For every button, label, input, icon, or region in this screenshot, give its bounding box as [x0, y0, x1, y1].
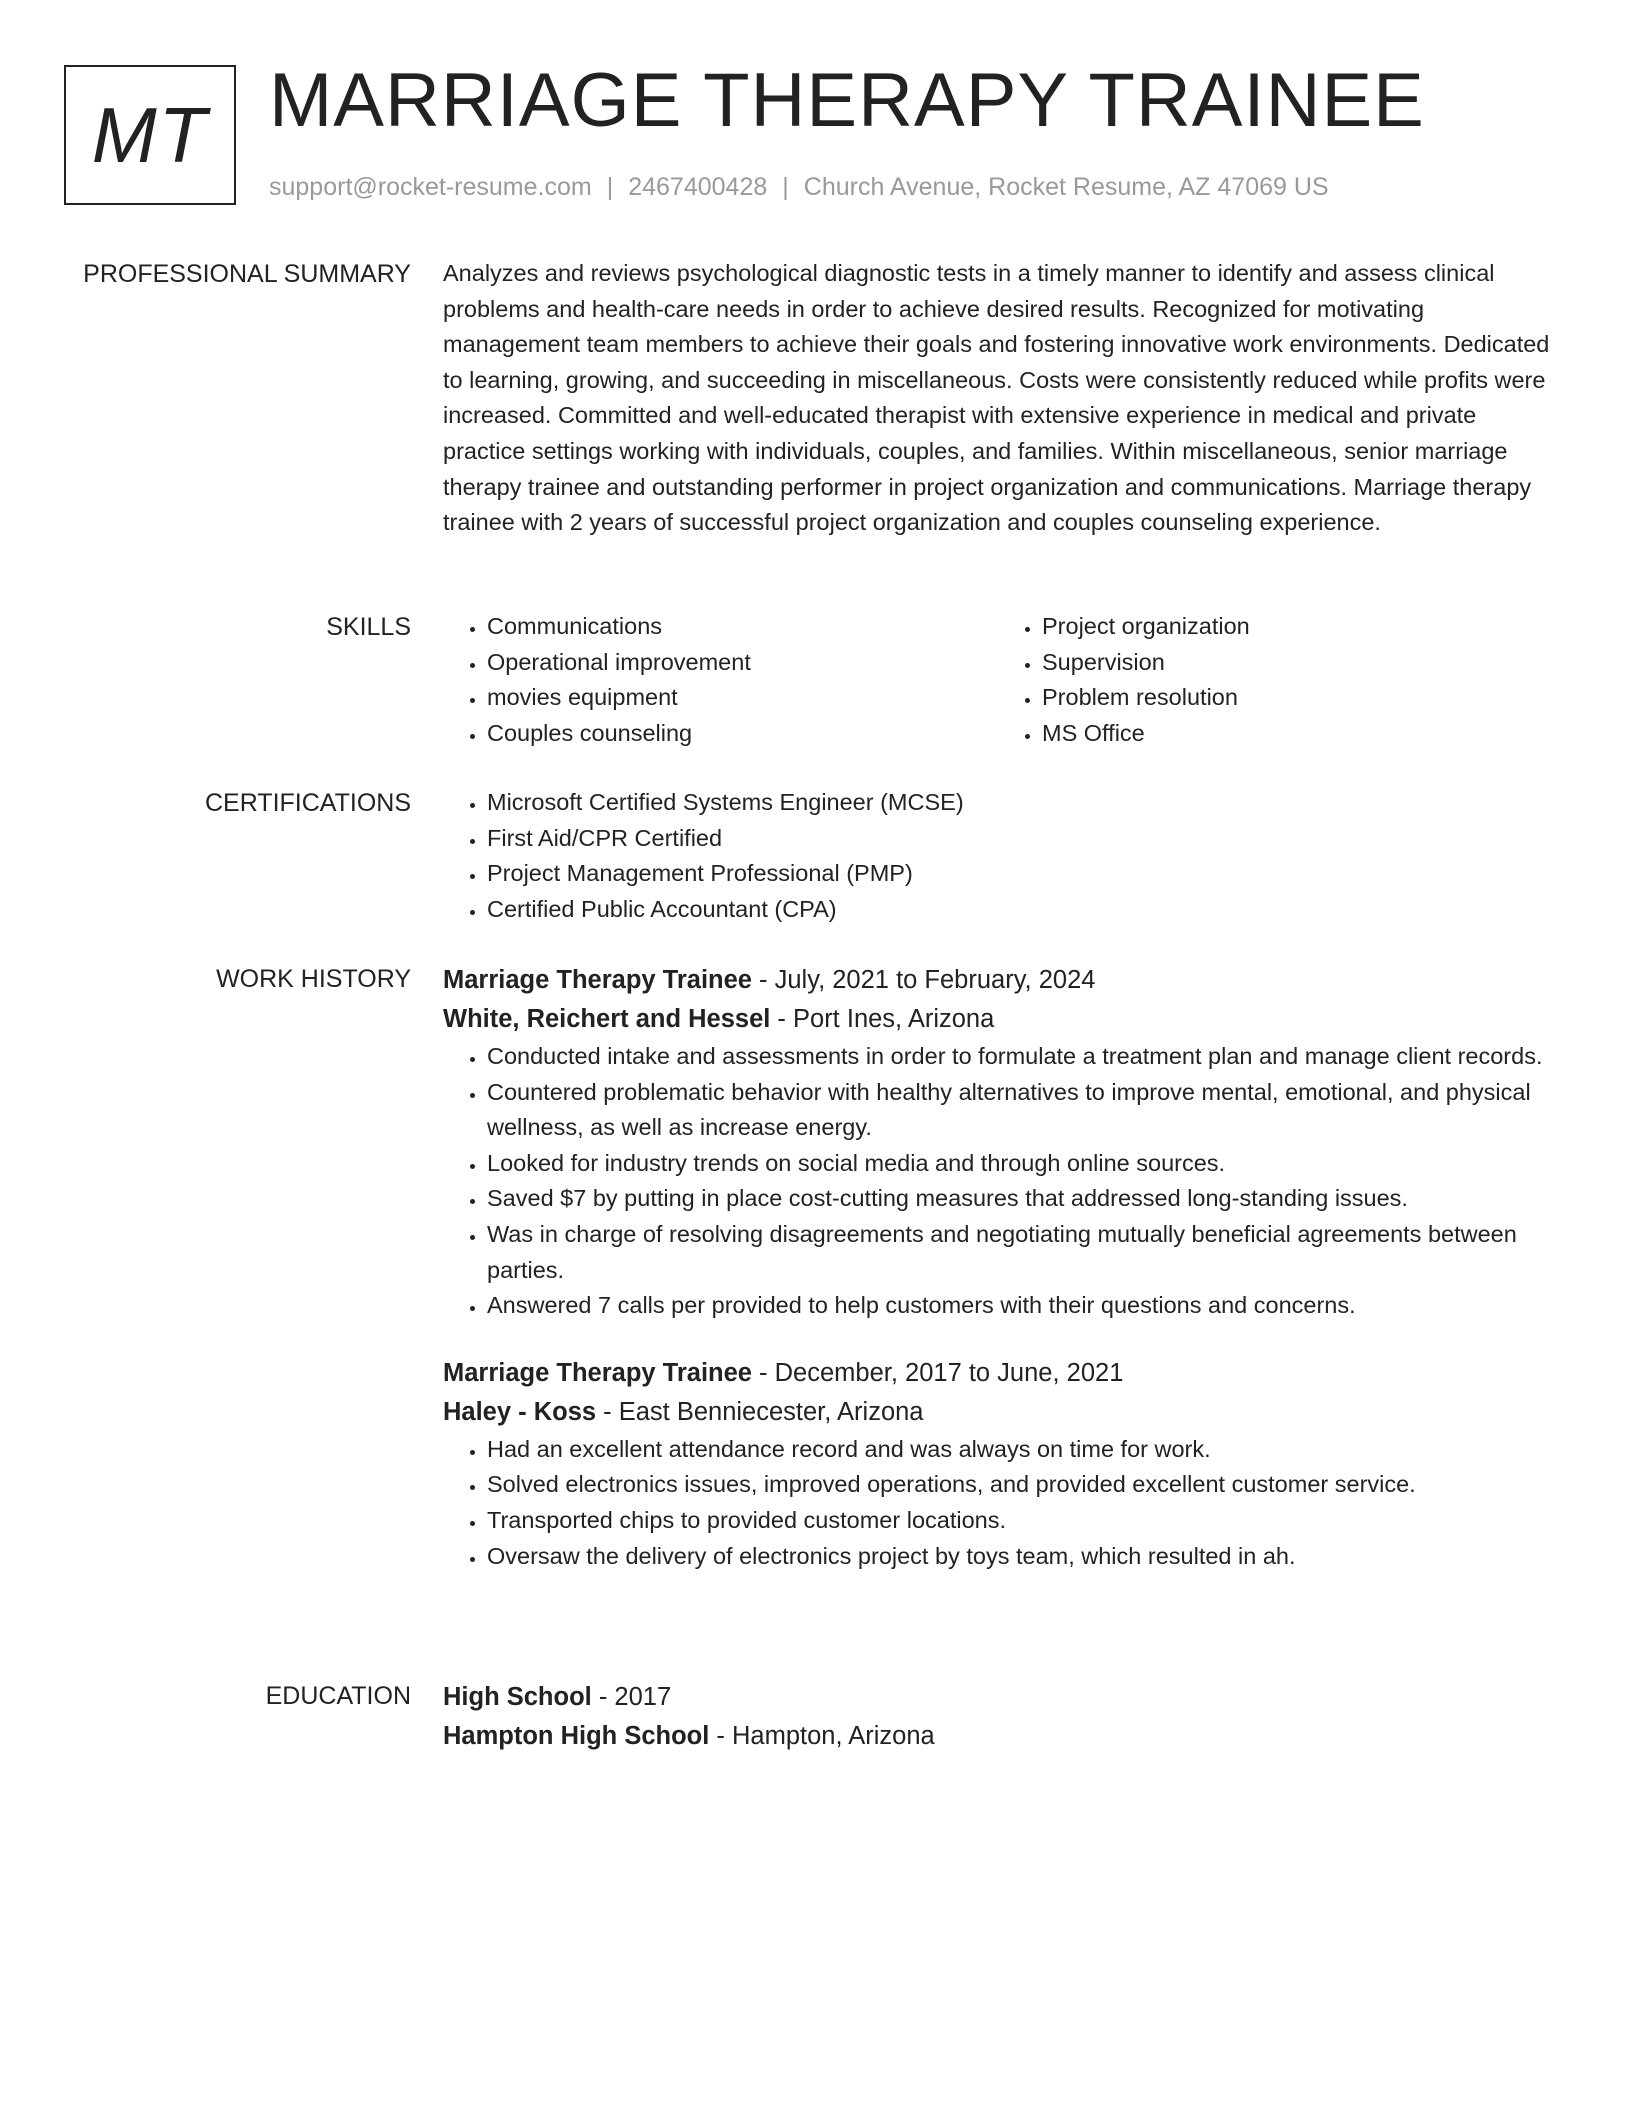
job-title-line [443, 1354, 1553, 1393]
job-position: Marriage Therapy Trainee [443, 966, 752, 994]
contact-address: Church Avenue, Rocket Resume, AZ 47069 US [803, 173, 1329, 201]
job-duties-list [443, 1432, 1553, 1574]
section-title-work-history: WORK HISTORY [216, 965, 411, 993]
job-duty: • Solved electronics issues, improved operations, and provided excellent customer service. [487, 1467, 1553, 1503]
education-degree: High School [443, 1683, 592, 1711]
education-year: - 2017 [591, 1683, 672, 1711]
summary-text: Analyzes and reviews psychological diagnostic tests in a timely manner to identify and assess clinical problems and health-care needs in order to achieve desired results. Recognized for motivating management team members to achieve their goals and fostering innovative work environments. Dedicated to learning, growing, and succeeding in miscellaneous. Costs were consistently reduced while profits were increased. Committed and well-educated therapist with extensive experience in medical and private practice settings working with individuals, couples, and families. Within miscellaneous, senior marriage therapy trainee and outstanding performer in project organization and communications. Marriage therapy trainee with 2 years of successful project organization and couples counseling experience. [443, 260, 1550, 536]
section-title-skills: SKILLS [326, 613, 411, 641]
skill-item: • Operational improvement [487, 645, 998, 681]
education-body [443, 1678, 1553, 1756]
certification-item: • Microsoft Certified Systems Engineer (MCSE) [487, 785, 1553, 821]
skill-item: • Problem resolution [1042, 680, 1553, 716]
certification-item: • First Aid/CPR Certified [487, 821, 1553, 857]
certification-item: • Certified Public Accountant (CPA) [487, 892, 1553, 928]
contact-line [269, 173, 1329, 202]
job-duties-list [443, 1039, 1553, 1324]
certifications-body [443, 785, 1553, 927]
monogram-box [64, 65, 236, 205]
work-history-body [443, 961, 1553, 1574]
job-duty: • Countered problematic behavior with healthy alternatives to improve mental, emotional, and physical wellness, as well as increase energy. [487, 1075, 1553, 1146]
section-title-certifications: CERTIFICATIONS [204, 789, 411, 817]
job-entry [443, 1354, 1553, 1574]
certification-item: • Project Management Professional (PMP) [487, 856, 1553, 892]
job-location: - Port Ines, Arizona [770, 1005, 995, 1033]
job-duty: • Had an excellent attendance record and was always on time for work. [487, 1432, 1553, 1468]
job-position: Marriage Therapy Trainee [443, 1358, 752, 1387]
skill-item: • Project organization [1042, 609, 1553, 645]
contact-email: support@rocket-resume.com [269, 173, 592, 201]
job-duty: • Oversaw the delivery of electronics project by toys team, which resulted in ah. [487, 1539, 1553, 1575]
job-company-line [443, 1393, 1553, 1432]
skills-list-right [998, 609, 1553, 751]
job-duty: • Saved $7 by putting in place cost-cutting measures that addressed long-standing issues. [487, 1181, 1553, 1217]
job-dates: - December, 2017 to June, 2021 [751, 1358, 1124, 1387]
education-school: Hampton High School [443, 1722, 710, 1750]
contact-separator: | [606, 173, 614, 201]
job-company: White, Reichert and Hessel [443, 1005, 771, 1033]
monogram-initials: MT [91, 90, 209, 179]
skill-item: • Couples counseling [487, 716, 998, 752]
contact-separator: | [782, 173, 789, 201]
section-title-education: EDUCATION [265, 1682, 411, 1710]
resume-name: MARRIAGE THERAPY TRAINEE [269, 58, 1425, 143]
job-company-line [443, 1000, 1553, 1039]
skill-item: • MS Office [1042, 716, 1553, 752]
job-duty: • Conducted intake and assessments in order to formulate a treatment plan and manage client records. [487, 1039, 1553, 1075]
job-title-line [443, 961, 1553, 1000]
skill-item: • Supervision [1042, 645, 1553, 681]
certifications-list [443, 785, 1553, 927]
job-dates: - July, 2021 to February, 2024 [751, 966, 1096, 994]
job-duty: • Was in charge of resolving disagreements and negotiating mutually beneficial agreements between parties. [487, 1217, 1553, 1288]
job-location: - East Benniecester, Arizona [596, 1397, 924, 1426]
job-entry [443, 961, 1553, 1324]
job-duty: • Looked for industry trends on social media and through online sources. [487, 1146, 1553, 1182]
education-school-line [443, 1717, 1553, 1756]
job-duty: • Answered 7 calls per provided to help customers with their questions and concerns. [487, 1288, 1553, 1324]
education-degree-line [443, 1678, 1553, 1717]
skill-item: • Communications [487, 609, 998, 645]
education-location: - Hampton, Arizona [709, 1722, 935, 1750]
summary-body [443, 256, 1553, 541]
skills-columns [443, 609, 1553, 751]
job-duty: • Transported chips to provided customer locations. [487, 1503, 1553, 1539]
skill-item: • movies equipment [487, 680, 998, 716]
section-title-summary: PROFESSIONAL SUMMARY [83, 260, 411, 288]
job-company: Haley - Koss [443, 1397, 597, 1426]
contact-phone: 2467400428 [628, 173, 768, 201]
skills-list-left [443, 609, 998, 751]
